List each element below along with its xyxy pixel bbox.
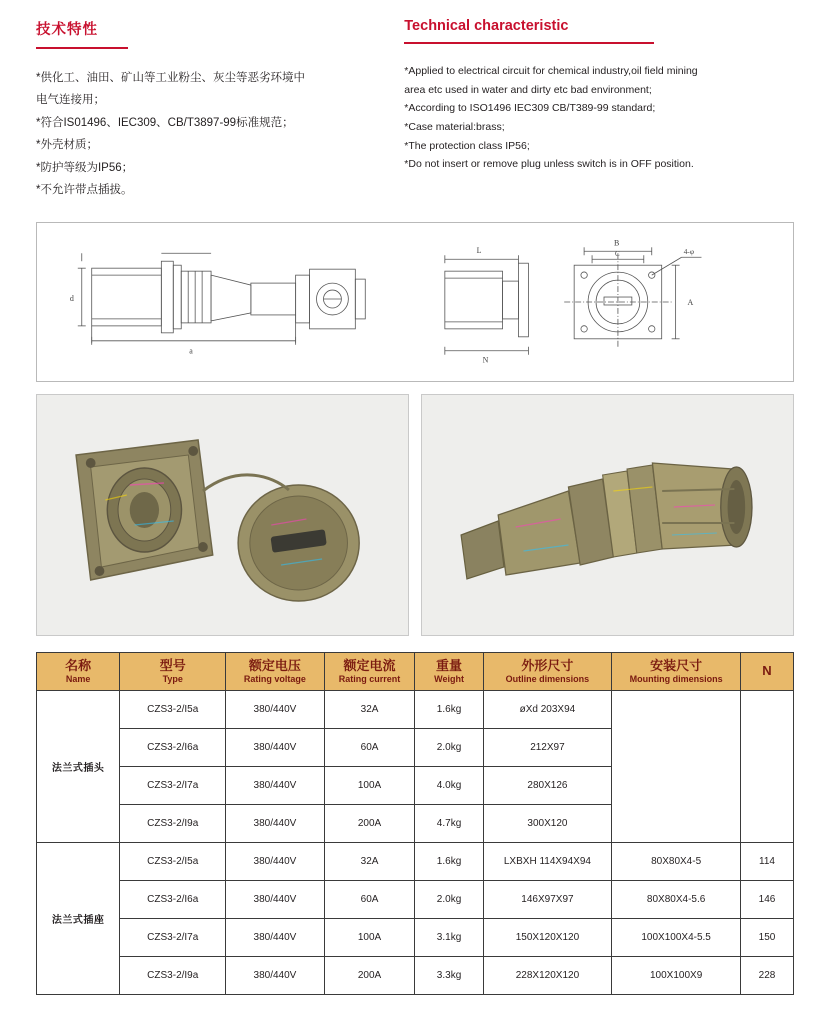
cell-weight: 2.0kg — [415, 881, 483, 919]
header-type — [120, 652, 226, 691]
cell-n: 150 — [740, 919, 793, 957]
cell-weight: 3.1kg — [415, 919, 483, 957]
cell-type: CZS3-2/I7a — [120, 919, 226, 957]
dim-label-a: a — [189, 346, 193, 356]
features-chinese-line: *符合IS01496、IEC309、CB/T3897-99标准规范； — [36, 116, 294, 129]
cell-type: CZS3-2/I9a — [120, 957, 226, 995]
cell-current: 200A — [324, 805, 415, 843]
cell-current: 60A — [324, 881, 415, 919]
cell-current: 32A — [324, 691, 415, 729]
header-voltage-en: Rating voltage — [243, 673, 306, 684]
cell-current: 32A — [324, 843, 415, 881]
header-weight-cn: 重量 — [436, 657, 463, 673]
features-english-line: *The protection class IP56; — [404, 139, 530, 152]
features-chinese-list — [36, 67, 404, 202]
header-voltage — [226, 652, 324, 691]
cell-weight: 4.0kg — [415, 767, 483, 805]
cell-voltage: 380/440V — [226, 805, 324, 843]
cell-outline: øXd 203X94 — [483, 691, 612, 729]
features-english-underline — [404, 42, 654, 44]
cell-n-empty — [740, 691, 793, 843]
features-english-line: *Applied to electrical circuit for chemical industry,oil field mining — [404, 65, 698, 77]
features-chinese-title: 技术特性 — [36, 22, 98, 38]
header-mounting-en: Mounting dimensions — [629, 673, 723, 684]
cell-outline: 280X126 — [483, 767, 612, 805]
features-english-column — [404, 18, 794, 202]
cell-type: CZS3-2/I5a — [120, 843, 226, 881]
cell-current: 60A — [324, 729, 415, 767]
header-n — [740, 652, 793, 691]
cell-weight: 1.6kg — [415, 843, 483, 881]
cell-current: 100A — [324, 767, 415, 805]
table-row — [37, 881, 794, 919]
cell-type: CZS3-2/I5a — [120, 691, 226, 729]
product-photos — [36, 394, 794, 636]
cell-voltage: 380/440V — [226, 843, 324, 881]
socket-outline-svg — [415, 223, 793, 381]
cell-mounting: 80X80X4-5.6 — [612, 881, 741, 919]
cell-type: CZS3-2/I7a — [120, 767, 226, 805]
header-outline-cn: 外形尺寸 — [521, 657, 574, 673]
dim-label-N: N — [482, 355, 489, 365]
specification-table — [36, 652, 794, 996]
cell-mounting: 80X80X4-5 — [612, 843, 741, 881]
cell-voltage: 380/440V — [226, 767, 324, 805]
cell-outline: 300X120 — [483, 805, 612, 843]
header-weight-en: Weight — [434, 673, 464, 684]
cell-current: 200A — [324, 957, 415, 995]
features-english-line: *According to ISO1496 IEC309 CB/T389-99 standard; — [404, 102, 656, 115]
header-mounting — [612, 652, 741, 691]
cell-outline: 146X97X97 — [483, 881, 612, 919]
features-english-list — [404, 62, 794, 174]
header-name-cn: 名称 — [65, 657, 92, 673]
cell-n: 146 — [740, 881, 793, 919]
header-type-cn: 型号 — [159, 657, 186, 673]
features-english-line: *Do not insert or remove plug unless switch is in OFF position. — [404, 158, 694, 171]
cell-type: CZS3-2/I6a — [120, 881, 226, 919]
plug-outline-drawing — [37, 223, 415, 381]
header-outline — [483, 652, 612, 691]
features-chinese-line: 电气连接用； — [36, 94, 105, 107]
table-row — [37, 691, 794, 729]
group-label-plug: 法兰式插头 — [37, 691, 120, 843]
cell-voltage: 380/440V — [226, 919, 324, 957]
cell-mounting-empty — [612, 691, 741, 843]
header-name-en: Name — [65, 673, 91, 684]
dim-label-B: B — [613, 237, 620, 247]
cell-outline: LXBXH 114X94X94 — [483, 843, 612, 881]
dim-label-L: L — [476, 245, 482, 255]
features-english-title: Technical characteristic — [404, 18, 569, 34]
photo-flange-socket — [36, 394, 409, 636]
header-outline-en: Outline dimensions — [505, 673, 590, 684]
photo-flange-plug-art — [422, 395, 793, 635]
table-row — [37, 843, 794, 881]
header-name — [37, 652, 120, 691]
dim-label-4phi: 4-φ — [683, 246, 695, 256]
features-chinese-line: *供化工、油田、矿山等工业粉尘、灰尘等恶劣环境中 — [36, 72, 305, 84]
cell-voltage: 380/440V — [226, 729, 324, 767]
technical-drawings-panel — [36, 222, 794, 382]
cell-type: CZS3-2/I9a — [120, 805, 226, 843]
header-current-en: Rating current — [338, 673, 401, 684]
header-voltage-cn: 额定电压 — [248, 657, 301, 673]
cell-type: CZS3-2/I6a — [120, 729, 226, 767]
header-current-cn: 额定电流 — [343, 657, 396, 673]
features-english-line: area etc used in water and dirty etc bad environment; — [404, 83, 652, 96]
cell-outline: 150X120X120 — [483, 919, 612, 957]
socket-outline-drawing — [415, 223, 793, 381]
header-mounting-cn: 安装尺寸 — [650, 657, 703, 673]
features-section — [0, 0, 830, 202]
table-row — [37, 919, 794, 957]
cell-voltage: 380/440V — [226, 691, 324, 729]
cell-weight: 3.3kg — [415, 957, 483, 995]
cell-n: 114 — [740, 843, 793, 881]
cell-n: 228 — [740, 957, 793, 995]
cell-voltage: 380/440V — [226, 957, 324, 995]
header-weight — [415, 652, 483, 691]
plug-outline-svg — [37, 223, 415, 381]
dim-label-A: A — [687, 297, 694, 307]
cell-current: 100A — [324, 919, 415, 957]
features-chinese-line: *不允许带点插拔。 — [36, 184, 133, 197]
cell-outline: 212X97 — [483, 729, 612, 767]
specification-table-wrap — [36, 652, 794, 996]
header-current — [324, 652, 415, 691]
group-label-socket: 法兰式插座 — [37, 843, 120, 995]
features-chinese-line: *防护等级为IP56； — [36, 161, 134, 174]
table-header-row — [37, 652, 794, 691]
cell-voltage: 380/440V — [226, 881, 324, 919]
cell-weight: 2.0kg — [415, 729, 483, 767]
cell-outline: 228X120X120 — [483, 957, 612, 995]
cell-weight: 1.6kg — [415, 691, 483, 729]
features-chinese-line: *外壳材质； — [36, 139, 98, 152]
features-chinese-column — [36, 18, 404, 202]
header-type-en: Type — [162, 673, 183, 684]
dim-label-C: C — [614, 249, 620, 258]
cell-mounting: 100X100X4-5.5 — [612, 919, 741, 957]
features-chinese-underline — [36, 47, 128, 49]
photo-flange-plug — [421, 394, 794, 636]
features-english-line: *Case material:brass; — [404, 121, 505, 134]
dim-label-d: d — [69, 293, 74, 303]
header-n-cn: N — [762, 663, 772, 679]
table-row — [37, 957, 794, 995]
photo-flange-socket-art — [37, 395, 408, 635]
cell-weight: 4.7kg — [415, 805, 483, 843]
cell-mounting: 100X100X9 — [612, 957, 741, 995]
